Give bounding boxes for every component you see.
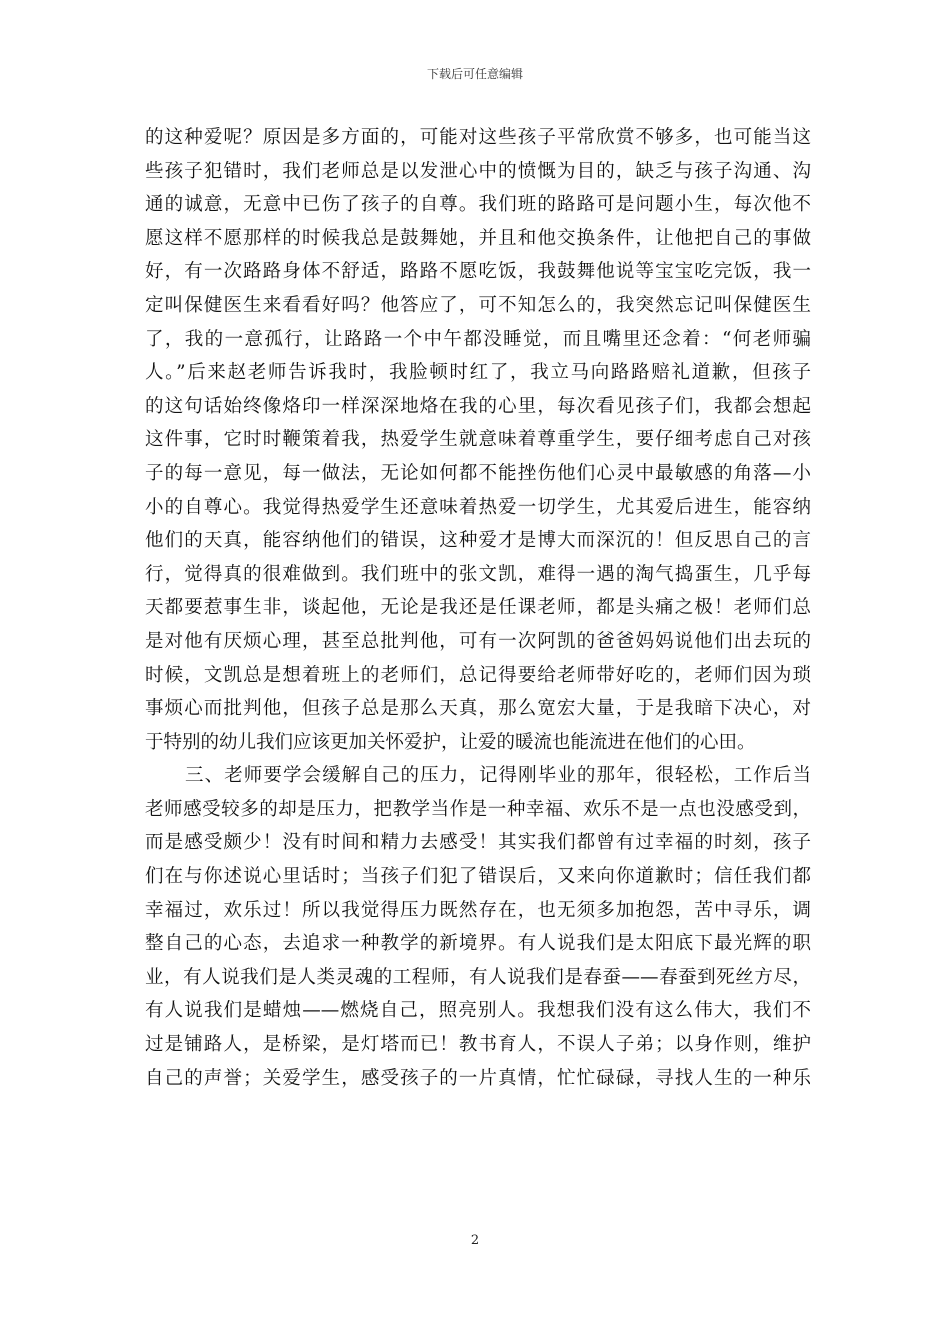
text-line: 自己的声誉；关爱学生，感受孩子的一片真情，忙忙碌碌，寻找人生的一种乐 xyxy=(145,1067,811,1089)
text-line: 这件事，它时时鞭策着我，热爱学生就意味着尊重学生，要仔细考虑自己对孩 xyxy=(145,429,811,451)
document-body xyxy=(145,121,811,1095)
paragraph-1 xyxy=(145,121,811,759)
text-line: 天都要惹事生非，谈起他，无论是我还是任课老师，都是头痛之极！老师们总 xyxy=(145,597,811,619)
text-line: 幸福过，欢乐过！所以我觉得压力既然存在，也无须多加抱怨，苦中寻乐，调 xyxy=(145,899,811,921)
text-line: 行，觉得真的很难做到。我们班中的张文凯，难得一遇的淘气捣蛋生，几乎每 xyxy=(145,563,811,585)
text-line: 业，有人说我们是人类灵魂的工程师，有人说我们是春蚕——春蚕到死丝方尽， xyxy=(145,966,811,988)
text-line: 事烦心而批判他，但孩子总是那么天真，那么宽宏大量，于是我暗下决心，对 xyxy=(145,698,811,720)
text-line: 老师感受较多的却是压力，把教学当作是一种幸福、欢乐不是一点也没感受到， xyxy=(145,798,811,820)
text-line: 们在与你述说心里话时；当孩子们犯了错误后，又来向你道歉时；信任我们都 xyxy=(145,866,811,888)
text-line: 时候，文凯总是想着班上的老师们，总记得要给老师带好吃的，老师们因为琐 xyxy=(145,664,811,686)
page-number: 2 xyxy=(470,1233,480,1248)
text-line: 通的诚意，无意中已伤了孩子的自尊。我们班的路路可是问题小生，每次他不 xyxy=(145,194,811,216)
text-line: 好，有一次路路身体不舒适，路路不愿吃饭，我鼓舞他说等宝宝吃完饭，我一 xyxy=(145,261,811,283)
text-line: 是对他有厌烦心理，甚至总批判他，可有一次阿凯的爸爸妈妈说他们出去玩的 xyxy=(145,630,811,652)
text-line: 愿这样不愿那样的时候我总是鼓舞她，并且和他交换条件，让他把自己的事做 xyxy=(145,227,811,249)
text-line: 子的每一意见，每一做法，无论如何都不能挫伤他们心灵中最敏感的角落—小 xyxy=(145,462,811,484)
text-line: 定叫保健医生来看看好吗？他答应了，可不知怎么的，我突然忘记叫保健医生 xyxy=(145,294,811,316)
text-line: 他们的天真，能容纳他们的错误，这种爱才是博大而深沉的！但反思自己的言 xyxy=(145,530,811,552)
paragraph-2 xyxy=(145,759,811,1095)
text-line: 有人说我们是蜡烛——燃烧自己，照亮别人。我想我们没有这么伟大，我们不 xyxy=(145,1000,811,1022)
text-line: 整自己的心态，去追求一种教学的新境界。有人说我们是太阳底下最光辉的职 xyxy=(145,933,811,955)
text-line: 了，我的一意孤行，让路路一个中午都没睡觉，而且嘴里还念着：“何老师骗 xyxy=(145,328,811,350)
text-line: 而是感受颇少！没有时间和精力去感受！其实我们都曾有过幸福的时刻，孩子 xyxy=(145,832,811,854)
text-line: 于特别的幼儿我们应该更加关怀爱护，让爱的暖流也能流进在他们的心田。 xyxy=(145,731,756,753)
text-line: 小的自尊心。我觉得热爱学生还意味着热爱一切学生，尤其爱后进生，能容纳 xyxy=(145,496,811,518)
text-line: 的这种爱呢？原因是多方面的，可能对这些孩子平常欣赏不够多，也可能当这 xyxy=(145,127,811,148)
text-line: 过是铺路人，是桥梁，是灯塔而已！教书育人，不误人子弟；以身作则，维护 xyxy=(145,1034,811,1056)
text-line: 人。”后来赵老师告诉我时，我脸顿时红了，我立马向路路赔礼道歉，但孩子 xyxy=(145,362,811,384)
text-line: 些孩子犯错时，我们老师总是以发泄心中的愤慨为目的，缺乏与孩子沟通、沟 xyxy=(145,160,811,182)
text-line: 三、老师要学会缓解自己的压力，记得刚毕业的那年，很轻松，工作后当 xyxy=(185,765,811,787)
page-header: 下载后可任意编辑 xyxy=(426,67,523,81)
text-line: 的这句话始终像烙印一样深深地烙在我的心里，每次看见孩子们，我都会想起 xyxy=(145,395,811,417)
